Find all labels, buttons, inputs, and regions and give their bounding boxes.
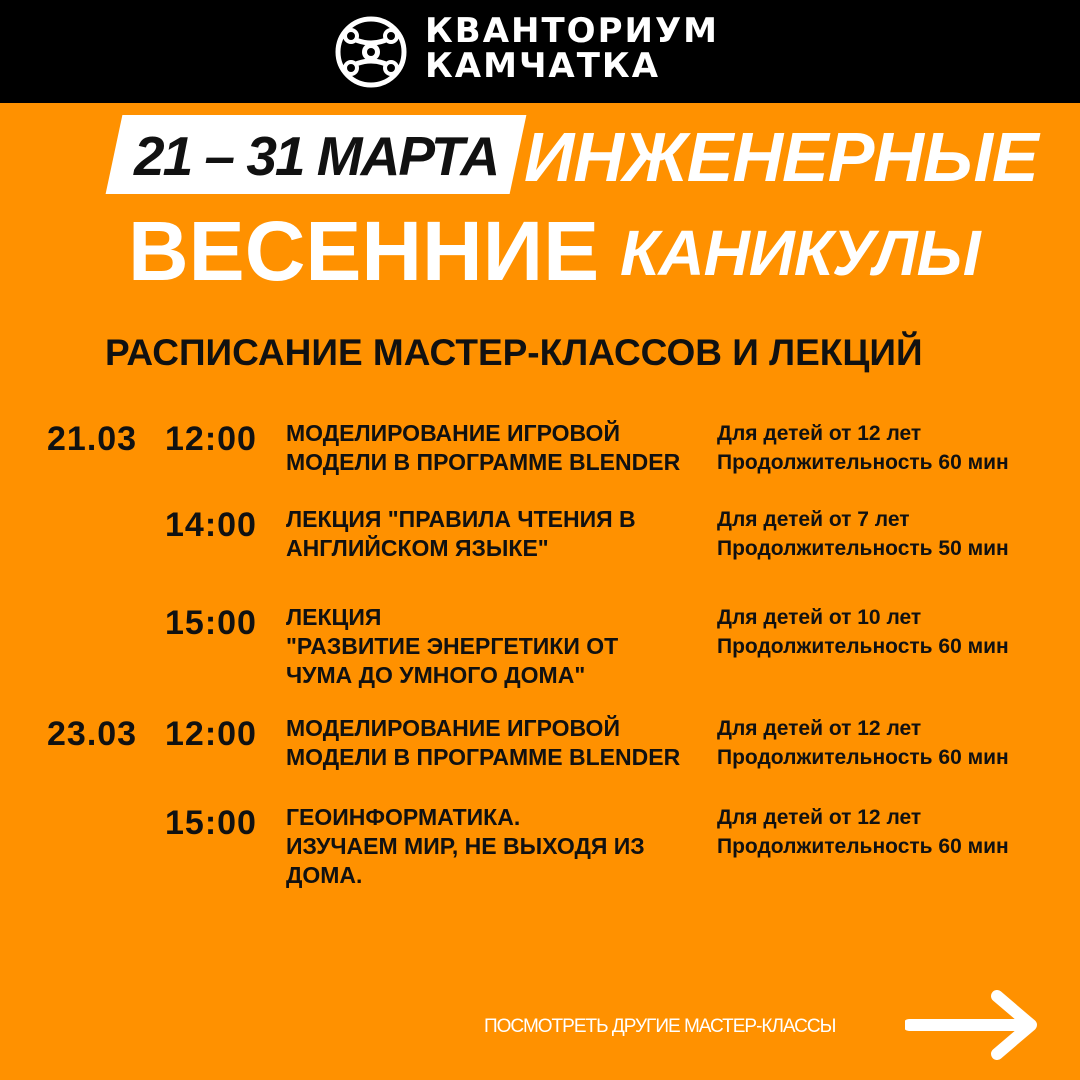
schedule-event xyxy=(286,419,706,477)
event-line: ЧУМА ДО УМНОГО ДОМА" xyxy=(286,662,586,688)
schedule-time: 12:00 xyxy=(165,715,257,753)
event-line: ИЗУЧАЕМ МИР, НЕ ВЫХОДЯ ИЗ xyxy=(286,833,645,859)
event-line: МОДЕЛИРОВАНИЕ ИГРОВОЙ xyxy=(286,715,620,741)
schedule-time: 15:00 xyxy=(165,804,257,842)
event-line: ЛЕКЦИЯ xyxy=(286,604,382,630)
schedule-date: 21.03 xyxy=(47,420,138,458)
schedule-info xyxy=(717,505,1067,563)
age-limit: Для детей от 12 лет xyxy=(717,422,922,445)
brand-name xyxy=(425,11,719,86)
duration: Продолжительность 60 мин xyxy=(717,451,1009,474)
age-limit: Для детей от 7 лет xyxy=(717,508,910,531)
age-limit: Для детей от 12 лет xyxy=(717,717,922,740)
schedule-time: 14:00 xyxy=(165,506,257,544)
event-line: МОДЕЛИ В ПРОГРАММЕ BLENDER xyxy=(286,744,681,770)
header-bar xyxy=(0,0,1080,103)
more-masterclasses-link[interactable]: ПОСМОТРЕТЬ ДРУГИЕ МАСТЕР-КЛАССЫ xyxy=(484,1016,836,1037)
event-line: АНГЛИЙСКОМ ЯЗЫКЕ" xyxy=(286,535,549,561)
schedule-event xyxy=(286,603,706,690)
kvantorium-logo-icon xyxy=(333,14,409,90)
age-limit: Для детей от 10 лет xyxy=(717,606,922,629)
event-line: ГЕОИНФОРМАТИКА. xyxy=(286,804,521,830)
duration: Продолжительность 60 мин xyxy=(717,835,1009,858)
duration: Продолжительность 60 мин xyxy=(717,635,1009,658)
schedule-info xyxy=(717,603,1067,661)
schedule-time: 12:00 xyxy=(165,420,257,458)
schedule-info xyxy=(717,419,1067,477)
schedule-info xyxy=(717,714,1067,772)
schedule-time: 15:00 xyxy=(165,604,257,642)
title-engineering: ИНЖЕНЕРНЫЕ xyxy=(524,118,1038,196)
title-holidays: КАНИКУЛЫ xyxy=(620,217,980,289)
schedule-event xyxy=(286,505,706,563)
schedule-event xyxy=(286,803,706,890)
brand-line-1: КВАНТОРИУМ xyxy=(425,11,719,51)
event-line: "РАЗВИТИЕ ЭНЕРГЕТИКИ ОТ xyxy=(286,633,619,659)
event-dates: 21 – 31 МАРТА xyxy=(134,125,499,187)
event-line: МОДЕЛИ В ПРОГРАММЕ BLENDER xyxy=(286,449,681,475)
event-line: ДОМА. xyxy=(286,862,363,888)
schedule-heading: РАСПИСАНИЕ МАСТЕР-КЛАССОВ И ЛЕКЦИЙ xyxy=(105,332,923,373)
schedule-event xyxy=(286,714,706,772)
schedule-date: 23.03 xyxy=(47,715,138,753)
duration: Продолжительность 60 мин xyxy=(717,746,1009,769)
arrow-right-icon[interactable] xyxy=(905,990,1040,1060)
title-spring: ВЕСЕННИЕ xyxy=(128,204,600,298)
age-limit: Для детей от 12 лет xyxy=(717,806,922,829)
event-line: МОДЕЛИРОВАНИЕ ИГРОВОЙ xyxy=(286,420,620,446)
duration: Продолжительность 50 мин xyxy=(717,537,1009,560)
brand-line-2: КАМЧАТКА xyxy=(425,46,661,86)
event-line: ЛЕКЦИЯ "ПРАВИЛА ЧТЕНИЯ В xyxy=(286,506,636,532)
schedule-info xyxy=(717,803,1067,861)
